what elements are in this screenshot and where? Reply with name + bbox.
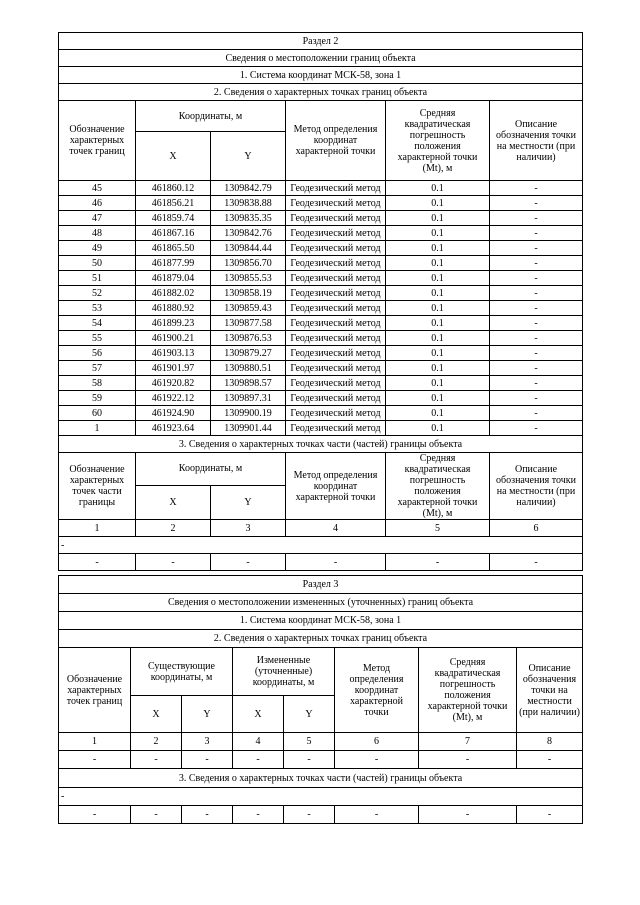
col-accuracy-header: Средняя квадратическая погрешность положения характерной точки (Mt), м [419,648,517,733]
point-description: - [490,256,583,271]
num-cell: 1 [59,733,131,751]
point-x: 461865.50 [136,241,211,256]
section-subtitle: Сведения о местоположении измененных (уточненных) границ объекта [59,594,583,612]
point-method: Геодезический метод [286,361,386,376]
dash-cell: - [233,751,284,769]
num-cell: 5 [386,520,490,537]
point-x: 461901.97 [136,361,211,376]
point-y: 1309859.43 [211,301,286,316]
point-description: - [490,241,583,256]
point-accuracy: 0.1 [386,421,490,436]
point-method: Геодезический метод [286,376,386,391]
point-number: 51 [59,271,136,286]
parts-col-description-header: Описание обозначения точки на местности (при наличии) [490,453,583,520]
point-description: - [490,376,583,391]
point-accuracy: 0.1 [386,196,490,211]
dash-cell: - [59,806,131,824]
point-row [59,376,583,391]
section-title: Раздел 2 [59,33,583,50]
point-method: Геодезический метод [286,316,386,331]
point-row [59,241,583,256]
dash-cell: - [182,751,233,769]
point-method: Геодезический метод [286,391,386,406]
dash-cell: - [286,554,386,571]
point-x: 461903.13 [136,346,211,361]
point-method: Геодезический метод [286,211,386,226]
point-x: 461924.90 [136,406,211,421]
point-description: - [490,301,583,316]
point-number: 49 [59,241,136,256]
parts-header: 3. Сведения о характерных точках части (частей) границы объекта [59,769,583,788]
dash-cell: - [517,806,583,824]
num-cell: 4 [233,733,284,751]
point-y: 1309879.27 [211,346,286,361]
point-description: - [490,316,583,331]
point-accuracy: 0.1 [386,301,490,316]
col-description-header: Описание обозначения точки на местности (при наличии) [490,101,583,181]
col-designation-header: Обозначение характерных точек границ [59,648,131,733]
col-method-header: Метод определения координат характерной точки [335,648,419,733]
dash-cell: - [284,806,335,824]
point-row [59,316,583,331]
point-x: 461859.74 [136,211,211,226]
point-accuracy: 0.1 [386,286,490,301]
parts-col-y-header: Y [211,485,286,519]
point-method: Геодезический метод [286,181,386,196]
num-cell: 6 [335,733,419,751]
point-y: 1309844.44 [211,241,286,256]
parts-header: 3. Сведения о характерных точках части (частей) границы объекта [59,436,583,453]
point-description: - [490,391,583,406]
num-cell: 2 [136,520,211,537]
parts-empty-row [59,554,583,571]
point-number: 45 [59,181,136,196]
num-cell: 3 [211,520,286,537]
point-accuracy: 0.1 [386,361,490,376]
point-y: 1309897.31 [211,391,286,406]
point-y: 1309877.58 [211,316,286,331]
point-accuracy: 0.1 [386,346,490,361]
point-x: 461860.12 [136,181,211,196]
point-y: 1309900.19 [211,406,286,421]
parts-col-designation-header: Обозначение характерных точек части границы [59,453,136,520]
point-method: Геодезический метод [286,271,386,286]
num-cell: 4 [286,520,386,537]
point-number: 47 [59,211,136,226]
point-row [59,301,583,316]
point-x: 461923.64 [136,421,211,436]
point-row [59,421,583,436]
dash-cell: - [517,751,583,769]
point-x: 461867.16 [136,226,211,241]
point-y: 1309838.88 [211,196,286,211]
dash-cell: - [419,751,517,769]
point-number: 1 [59,421,136,436]
parts-number-row [59,520,583,537]
points-header: 2. Сведения о характерных точках границ объекта [59,630,583,648]
point-x: 461879.04 [136,271,211,286]
parts-col-accuracy-header: Средняя квадратическая погрешность положения характерной точки (Mt), м [386,453,490,520]
point-method: Геодезический метод [286,301,386,316]
section-title: Раздел 3 [59,576,583,594]
point-number: 59 [59,391,136,406]
point-method: Геодезический метод [286,226,386,241]
parts-col-x-header: X [136,485,211,519]
point-method: Геодезический метод [286,241,386,256]
dash-cell: - [284,751,335,769]
point-x: 461900.21 [136,331,211,346]
section-3-table [58,575,583,824]
num-cell: 1 [59,520,136,537]
point-x: 461922.12 [136,391,211,406]
empty-row [59,751,583,769]
col-description-header: Описание обозначения точки на местности (при наличии) [517,648,583,733]
point-row [59,406,583,421]
point-y: 1309898.57 [211,376,286,391]
point-y: 1309855.53 [211,271,286,286]
point-number: 48 [59,226,136,241]
point-accuracy: 0.1 [386,316,490,331]
points-header: 2. Сведения о характерных точках границ объекта [59,84,583,101]
point-x: 461920.82 [136,376,211,391]
col-existing-y-header: Y [182,696,233,733]
point-method: Геодезический метод [286,196,386,211]
point-row [59,271,583,286]
point-number: 56 [59,346,136,361]
point-row [59,196,583,211]
dash-cell: - [335,751,419,769]
point-accuracy: 0.1 [386,271,490,286]
dash-cell: - [490,554,583,571]
num-cell: 5 [284,733,335,751]
col-coords-header: Координаты, м [136,101,286,132]
section-2-table [58,32,583,571]
coord-system: 1. Система координат МСК-58, зона 1 [59,612,583,630]
parts-part-label: - [59,788,583,806]
point-row [59,256,583,271]
point-y: 1309901.44 [211,421,286,436]
col-existing-x-header: X [131,696,182,733]
point-accuracy: 0.1 [386,226,490,241]
point-method: Геодезический метод [286,331,386,346]
section-subtitle: Сведения о местоположении границ объекта [59,50,583,67]
point-accuracy: 0.1 [386,376,490,391]
col-changed-y-header: Y [284,696,335,733]
point-x: 461856.21 [136,196,211,211]
point-row [59,286,583,301]
parts-col-coords-header: Координаты, м [136,453,286,486]
point-description: - [490,331,583,346]
num-cell: 6 [490,520,583,537]
point-description: - [490,181,583,196]
point-method: Геодезический метод [286,286,386,301]
point-accuracy: 0.1 [386,211,490,226]
point-number: 53 [59,301,136,316]
point-row [59,331,583,346]
parts-part-label: - [59,537,583,554]
coord-system: 1. Система координат МСК-58, зона 1 [59,67,583,84]
dash-cell: - [233,806,284,824]
dash-cell: - [386,554,490,571]
point-x: 461899.23 [136,316,211,331]
point-number: 46 [59,196,136,211]
dash-cell: - [131,751,182,769]
point-y: 1309842.79 [211,181,286,196]
point-x: 461880.92 [136,301,211,316]
point-row [59,391,583,406]
point-description: - [490,196,583,211]
point-accuracy: 0.1 [386,256,490,271]
point-accuracy: 0.1 [386,241,490,256]
point-number: 54 [59,316,136,331]
point-number: 57 [59,361,136,376]
point-row [59,226,583,241]
dash-cell: - [419,806,517,824]
col-method-header: Метод определения координат характерной точки [286,101,386,181]
col-accuracy-header: Средняя квадратическая погрешность положения характерной точки (Mt), м [386,101,490,181]
num-cell: 7 [419,733,517,751]
point-description: - [490,271,583,286]
point-number: 55 [59,331,136,346]
dash-cell: - [335,806,419,824]
point-x: 461882.02 [136,286,211,301]
point-x: 461877.99 [136,256,211,271]
parts-col-method-header: Метод определения координат характерной точки [286,453,386,520]
dash-cell: - [131,806,182,824]
col-existing-header: Существующие координаты, м [131,648,233,696]
point-y: 1309835.35 [211,211,286,226]
point-accuracy: 0.1 [386,181,490,196]
point-number: 50 [59,256,136,271]
dash-cell: - [136,554,211,571]
dash-cell: - [182,806,233,824]
point-row [59,346,583,361]
point-description: - [490,421,583,436]
point-row [59,361,583,376]
point-method: Геодезический метод [286,346,386,361]
point-description: - [490,211,583,226]
point-description: - [490,361,583,376]
point-y: 1309858.19 [211,286,286,301]
num-cell: 8 [517,733,583,751]
point-description: - [490,226,583,241]
point-row [59,211,583,226]
point-accuracy: 0.1 [386,391,490,406]
point-number: 58 [59,376,136,391]
point-description: - [490,346,583,361]
point-number: 52 [59,286,136,301]
point-number: 60 [59,406,136,421]
point-row [59,181,583,196]
dash-cell: - [59,751,131,769]
point-description: - [490,286,583,301]
point-y: 1309856.70 [211,256,286,271]
point-y: 1309880.51 [211,361,286,376]
col-changed-header: Измененные (уточненные) координаты, м [233,648,335,696]
num-cell: 3 [182,733,233,751]
col-y-header: Y [211,132,286,181]
number-row [59,733,583,751]
num-cell: 2 [131,733,182,751]
point-accuracy: 0.1 [386,331,490,346]
point-y: 1309876.53 [211,331,286,346]
col-designation-header: Обозначение характерных точек границ [59,101,136,181]
point-method: Геодезический метод [286,421,386,436]
point-accuracy: 0.1 [386,406,490,421]
point-method: Геодезический метод [286,406,386,421]
parts-empty-row [59,806,583,824]
col-x-header: X [136,132,211,181]
col-changed-x-header: X [233,696,284,733]
point-description: - [490,406,583,421]
point-y: 1309842.76 [211,226,286,241]
dash-cell: - [211,554,286,571]
dash-cell: - [59,554,136,571]
point-method: Геодезический метод [286,256,386,271]
